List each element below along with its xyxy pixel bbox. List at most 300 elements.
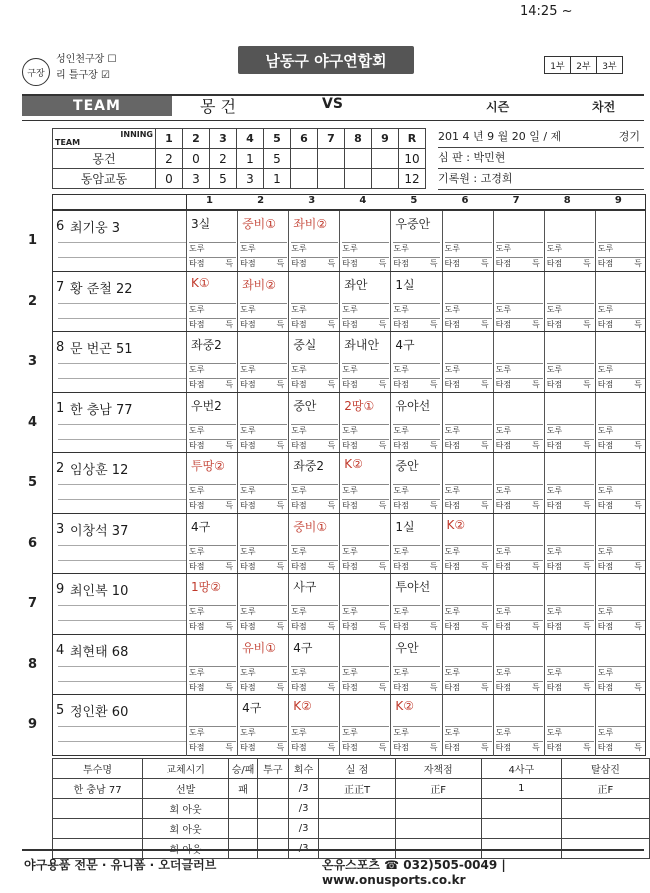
at-bat-cell[interactable] bbox=[493, 211, 544, 272]
at-bat-cell[interactable] bbox=[339, 453, 390, 514]
run-label: 득 bbox=[531, 440, 540, 450]
rbi-run-row bbox=[393, 439, 440, 451]
at-bat-cell[interactable] bbox=[390, 272, 441, 333]
rbi-run-row bbox=[393, 560, 440, 572]
sub-so[interactable] bbox=[561, 799, 649, 819]
rbi-run-row bbox=[189, 378, 236, 390]
rbi-label: 타점 bbox=[291, 380, 307, 389]
run-label: 득 bbox=[225, 319, 234, 329]
pitcher-start[interactable]: 선발 bbox=[143, 779, 229, 799]
at-bat-cell[interactable] bbox=[390, 514, 441, 575]
rbi-run-row bbox=[445, 257, 492, 269]
vs-label: VS bbox=[322, 96, 343, 112]
at-bat-cell[interactable] bbox=[237, 332, 288, 393]
rbi-label: 타점 bbox=[189, 440, 205, 450]
player-name[interactable]: 황 준철 22 bbox=[70, 281, 133, 297]
substitute-line[interactable] bbox=[58, 424, 186, 425]
substitute-line[interactable] bbox=[58, 545, 186, 546]
at-bat-cell[interactable] bbox=[339, 514, 390, 575]
at-bat-cell[interactable] bbox=[237, 393, 288, 454]
run-label: 득 bbox=[583, 743, 591, 752]
run-label: 득 bbox=[583, 561, 591, 571]
strikeouts[interactable]: 正F bbox=[561, 779, 649, 799]
at-bat-result: K② bbox=[446, 517, 466, 532]
substitute-line[interactable] bbox=[58, 741, 186, 742]
game-suffix: 경기 bbox=[618, 130, 640, 143]
run-label: 득 bbox=[583, 622, 591, 631]
rbi-label: 타점 bbox=[597, 319, 614, 329]
at-bat-cell[interactable] bbox=[595, 211, 646, 272]
at-bat-cell[interactable] bbox=[288, 211, 339, 272]
run-label: 득 bbox=[634, 622, 642, 631]
at-bat-cell[interactable] bbox=[442, 574, 493, 635]
at-bat-cell[interactable] bbox=[186, 695, 237, 756]
steal-label: 도루 bbox=[496, 363, 543, 375]
substitute-line[interactable] bbox=[58, 378, 186, 379]
pitching-header: 실 점 bbox=[319, 759, 395, 779]
at-bat-cell[interactable] bbox=[544, 393, 595, 454]
at-bat-cell[interactable] bbox=[544, 574, 595, 635]
rbi-label: 타점 bbox=[597, 622, 614, 631]
steal-label: 도루 bbox=[342, 484, 389, 496]
player-position[interactable]: 2 bbox=[56, 461, 65, 476]
rbi-run-row bbox=[445, 378, 492, 390]
score-cell[interactable] bbox=[372, 149, 399, 169]
at-bat-cell[interactable] bbox=[442, 453, 493, 514]
at-bat-cell[interactable] bbox=[390, 332, 441, 393]
at-bat-cell[interactable] bbox=[595, 453, 646, 514]
at-bat-result: 1실 bbox=[395, 277, 415, 292]
division-boxes bbox=[545, 56, 623, 74]
grid-column-header: 9 bbox=[614, 195, 622, 206]
rbi-run-row bbox=[342, 681, 389, 693]
sub-earned[interactable] bbox=[395, 799, 481, 819]
at-bat-cell[interactable] bbox=[544, 272, 595, 333]
steal-label: 도루 bbox=[598, 303, 645, 315]
lineup-row bbox=[28, 513, 646, 574]
at-bat-cell[interactable] bbox=[544, 332, 595, 393]
rbi-label: 타점 bbox=[342, 380, 358, 389]
at-bat-cell[interactable] bbox=[237, 695, 288, 756]
rbi-label: 타점 bbox=[546, 682, 563, 692]
at-bat-cell[interactable] bbox=[288, 272, 339, 333]
substitute-line[interactable] bbox=[58, 303, 186, 304]
rbi-label: 타점 bbox=[342, 622, 358, 631]
at-bat-cell[interactable] bbox=[442, 635, 493, 696]
earned-runs[interactable]: 正F bbox=[395, 779, 481, 799]
division-1[interactable]: 1부 bbox=[544, 56, 571, 74]
steal-label: 도루 bbox=[240, 545, 287, 557]
rbi-label: 타점 bbox=[342, 743, 358, 752]
run-label: 득 bbox=[480, 743, 489, 752]
sub-runs[interactable] bbox=[319, 799, 395, 819]
batting-order-number: 3 bbox=[28, 354, 38, 369]
at-bat-cell[interactable] bbox=[595, 635, 646, 696]
at-bat-result: 유야선 bbox=[395, 398, 431, 413]
sub-pitcher-name[interactable] bbox=[53, 819, 143, 839]
score-cell[interactable]: 3 bbox=[183, 169, 210, 189]
at-bat-cell[interactable] bbox=[544, 211, 595, 272]
run-label: 득 bbox=[276, 440, 285, 450]
rbi-run-row bbox=[547, 257, 594, 269]
score-cell[interactable] bbox=[345, 149, 372, 169]
rbi-label: 타점 bbox=[240, 380, 256, 389]
player-position[interactable]: 3 bbox=[56, 521, 65, 537]
player-name[interactable]: 최현태 68 bbox=[70, 644, 129, 660]
steal-label: 도루 bbox=[496, 484, 543, 496]
at-bat-cell[interactable] bbox=[493, 272, 544, 333]
sub-timing[interactable]: 회 아웃 bbox=[143, 819, 229, 839]
player-position[interactable]: 8 bbox=[56, 340, 65, 355]
rbi-run-row bbox=[342, 741, 389, 753]
at-bat-cell[interactable] bbox=[442, 695, 493, 756]
runs-allowed[interactable]: 正正T bbox=[319, 779, 395, 799]
steal-label: 도루 bbox=[189, 545, 236, 557]
rbi-label: 타점 bbox=[291, 682, 307, 692]
run-label: 득 bbox=[225, 259, 234, 268]
at-bat-cell[interactable] bbox=[390, 211, 441, 272]
at-bat-cell[interactable] bbox=[442, 272, 493, 333]
run-label: 득 bbox=[583, 319, 591, 329]
recorder-line[interactable]: 기록원 : 고경희 bbox=[438, 170, 644, 190]
sub-innings[interactable]: /3 bbox=[288, 819, 319, 839]
at-bat-cell[interactable] bbox=[186, 514, 237, 575]
substitute-line[interactable] bbox=[58, 363, 186, 364]
sub-earned[interactable] bbox=[395, 819, 481, 839]
steal-label: 도루 bbox=[547, 484, 594, 496]
score-cell[interactable]: 0 bbox=[156, 169, 183, 189]
at-bat-cell[interactable] bbox=[237, 574, 288, 635]
steal-label: 도루 bbox=[189, 424, 236, 436]
sub-runs[interactable] bbox=[319, 819, 395, 839]
score-cell[interactable] bbox=[291, 169, 318, 189]
rbi-run-row bbox=[496, 318, 543, 330]
score-cell[interactable] bbox=[291, 149, 318, 169]
player-name[interactable]: 최기웅 3 bbox=[70, 221, 121, 236]
at-bat-cell[interactable] bbox=[288, 695, 339, 756]
steal-label: 도루 bbox=[189, 303, 236, 315]
score-cell[interactable] bbox=[318, 169, 345, 189]
substitute-line[interactable] bbox=[58, 726, 186, 727]
at-bat-cell[interactable] bbox=[595, 695, 646, 756]
innings-pitched[interactable]: /3 bbox=[288, 779, 319, 799]
pitch-count[interactable] bbox=[257, 779, 288, 799]
steal-label: 도루 bbox=[496, 242, 543, 254]
at-bat-cell[interactable] bbox=[288, 574, 339, 635]
at-bat-cell[interactable] bbox=[237, 514, 288, 575]
sub-pitcher-name[interactable] bbox=[53, 799, 143, 819]
score-cell[interactable] bbox=[318, 149, 345, 169]
org-title: 남동구 야구연합회 bbox=[238, 46, 414, 74]
at-bat-result: 중안 bbox=[395, 459, 419, 473]
steal-label: 도루 bbox=[445, 424, 492, 436]
player-name[interactable]: 이창석 37 bbox=[70, 523, 129, 539]
at-bat-cell[interactable] bbox=[339, 635, 390, 696]
at-bat-cell[interactable] bbox=[493, 453, 544, 514]
score-cell[interactable]: 5 bbox=[264, 149, 291, 169]
team-name[interactable]: 몽 건 bbox=[200, 97, 236, 116]
at-bat-result: 3실 bbox=[191, 217, 211, 231]
sub-bb[interactable] bbox=[481, 819, 561, 839]
at-bat-cell[interactable] bbox=[288, 332, 339, 393]
steal-label: 도루 bbox=[598, 242, 645, 254]
run-label: 득 bbox=[480, 259, 489, 268]
at-bat-cell[interactable] bbox=[186, 574, 237, 635]
at-bat-cell[interactable] bbox=[288, 635, 339, 696]
at-bat-cell[interactable] bbox=[493, 574, 544, 635]
at-bat-cell[interactable] bbox=[390, 453, 441, 514]
score-team-name[interactable]: 동암교동 bbox=[53, 169, 156, 189]
sub-result[interactable] bbox=[229, 799, 258, 819]
run-label: 득 bbox=[225, 743, 234, 752]
pitcher-name[interactable]: 한 충남 77 bbox=[53, 779, 143, 799]
score-team-name[interactable]: 몽건 bbox=[53, 149, 156, 169]
rbi-run-row bbox=[445, 499, 492, 511]
run-label: 득 bbox=[327, 319, 336, 329]
rbi-label: 타점 bbox=[240, 561, 256, 571]
at-bat-cell[interactable] bbox=[186, 635, 237, 696]
substitute-line[interactable] bbox=[58, 666, 186, 667]
steal-label: 도루 bbox=[189, 242, 236, 254]
at-bat-cell[interactable] bbox=[442, 211, 493, 272]
score-total[interactable]: 10 bbox=[399, 149, 426, 169]
player-name[interactable]: 문 번곤 51 bbox=[70, 342, 133, 357]
at-bat-cell[interactable] bbox=[390, 574, 441, 635]
at-bat-cell[interactable] bbox=[339, 332, 390, 393]
at-bat-cell[interactable] bbox=[339, 211, 390, 272]
rbi-run-row bbox=[547, 499, 594, 511]
at-bat-cell[interactable] bbox=[288, 514, 339, 575]
rbi-label: 타점 bbox=[597, 440, 614, 450]
substitute-line[interactable] bbox=[58, 499, 186, 500]
sub-so[interactable] bbox=[561, 819, 649, 839]
steal-label: 도루 bbox=[445, 545, 492, 557]
at-bat-cell[interactable] bbox=[339, 574, 390, 635]
at-bat-cell[interactable] bbox=[493, 332, 544, 393]
at-bat-cell[interactable] bbox=[390, 695, 441, 756]
inning-header: 1 bbox=[156, 129, 183, 149]
at-bat-cell[interactable] bbox=[595, 332, 646, 393]
at-bat-cell[interactable] bbox=[186, 272, 237, 333]
rbi-run-row bbox=[189, 560, 236, 572]
steal-label: 도루 bbox=[393, 666, 440, 678]
run-label: 득 bbox=[583, 259, 591, 268]
at-bat-cell[interactable] bbox=[237, 635, 288, 696]
at-bat-cell[interactable] bbox=[390, 635, 441, 696]
run-label: 득 bbox=[276, 561, 285, 571]
player-position[interactable]: 4 bbox=[56, 642, 65, 658]
rbi-label: 타점 bbox=[189, 622, 205, 631]
steal-label: 도루 bbox=[240, 666, 287, 678]
run-label: 득 bbox=[634, 561, 642, 571]
substitute-line[interactable] bbox=[58, 484, 186, 485]
steal-label: 도루 bbox=[393, 424, 440, 436]
rbi-run-row bbox=[342, 378, 389, 390]
at-bat-result: 좌비② bbox=[293, 217, 328, 231]
at-bat-cell[interactable] bbox=[595, 574, 646, 635]
score-cell[interactable]: 1 bbox=[264, 169, 291, 189]
substitute-line[interactable] bbox=[58, 257, 186, 258]
sub-innings[interactable]: /3 bbox=[288, 799, 319, 819]
steal-label: 도루 bbox=[547, 424, 594, 436]
inning-header: 2 bbox=[183, 129, 210, 149]
venue-league-checkbox[interactable]: 리 틀구장 ☑ bbox=[56, 70, 110, 81]
rbi-run-row bbox=[393, 378, 440, 390]
score-cell[interactable]: 0 bbox=[183, 149, 210, 169]
rbi-run-row bbox=[189, 499, 236, 511]
at-bat-cell[interactable] bbox=[595, 272, 646, 333]
steal-label: 도루 bbox=[393, 545, 440, 557]
rbi-run-row bbox=[342, 318, 389, 330]
rbi-label: 타점 bbox=[189, 743, 205, 752]
rbi-run-row bbox=[291, 257, 338, 269]
at-bat-cell[interactable] bbox=[339, 393, 390, 454]
at-bat-cell[interactable] bbox=[442, 332, 493, 393]
player-name[interactable]: 정인환 60 bbox=[70, 705, 129, 720]
pitching-header: 교체시기 bbox=[143, 759, 229, 779]
at-bat-cell[interactable] bbox=[442, 514, 493, 575]
rbi-run-row bbox=[342, 257, 389, 269]
rbi-label: 타점 bbox=[444, 259, 460, 268]
runs-header: R bbox=[399, 129, 426, 149]
at-bat-cell[interactable] bbox=[237, 211, 288, 272]
batting-order-number: 7 bbox=[28, 596, 38, 611]
run-label: 득 bbox=[429, 501, 438, 510]
run-label: 득 bbox=[378, 259, 387, 268]
rbi-label: 타점 bbox=[393, 743, 409, 752]
at-bat-result: 우중안 bbox=[395, 217, 431, 231]
steal-label: 도루 bbox=[342, 363, 389, 375]
at-bat-cell[interactable] bbox=[493, 514, 544, 575]
at-bat-cell[interactable] bbox=[493, 393, 544, 454]
umpire-line[interactable]: 심 판 : 박민현 bbox=[438, 149, 644, 169]
at-bat-cell[interactable] bbox=[186, 332, 237, 393]
player-name[interactable]: 한 충남 77 bbox=[70, 402, 133, 418]
run-label: 득 bbox=[378, 622, 387, 631]
at-bat-cell[interactable] bbox=[390, 393, 441, 454]
steal-label: 도루 bbox=[240, 726, 287, 738]
at-bat-cell[interactable] bbox=[544, 453, 595, 514]
date-line[interactable] bbox=[438, 128, 644, 148]
score-cell[interactable]: 1 bbox=[237, 149, 264, 169]
steal-label: 도루 bbox=[445, 726, 492, 738]
run-label: 득 bbox=[531, 561, 540, 571]
at-bat-cell[interactable] bbox=[237, 272, 288, 333]
score-header-inning-label: INNING bbox=[120, 130, 153, 139]
inning-header: 6 bbox=[291, 129, 318, 149]
substitute-line[interactable] bbox=[58, 605, 186, 606]
player-name[interactable]: 최인복 10 bbox=[70, 584, 129, 599]
run-label: 득 bbox=[531, 622, 540, 631]
rbi-run-row bbox=[393, 620, 440, 632]
at-bat-cell[interactable] bbox=[544, 635, 595, 696]
at-bat-cell[interactable] bbox=[288, 453, 339, 514]
sub-innings[interactable]: /3 bbox=[288, 839, 319, 859]
steal-label: 도루 bbox=[598, 726, 645, 738]
score-cell[interactable]: 5 bbox=[210, 169, 237, 189]
rbi-label: 타점 bbox=[597, 259, 614, 268]
steal-label: 도루 bbox=[189, 726, 236, 738]
sub-timing[interactable]: 회 아웃 bbox=[143, 799, 229, 819]
walks[interactable]: 1 bbox=[481, 779, 561, 799]
rbi-label: 타점 bbox=[291, 561, 307, 571]
score-cell[interactable]: 3 bbox=[237, 169, 264, 189]
steal-label: 도루 bbox=[291, 726, 338, 738]
substitute-line[interactable] bbox=[58, 242, 186, 243]
player-position[interactable]: 1 bbox=[56, 400, 65, 416]
at-bat-cell[interactable] bbox=[544, 695, 595, 756]
rbi-label: 타점 bbox=[393, 319, 409, 329]
at-bat-cell[interactable] bbox=[595, 514, 646, 575]
division-2[interactable]: 2부 bbox=[570, 56, 597, 74]
at-bat-result: 4구 bbox=[191, 519, 211, 534]
substitute-line[interactable] bbox=[58, 439, 186, 440]
score-total[interactable]: 12 bbox=[399, 169, 426, 189]
at-bat-result: 좌중2 bbox=[191, 338, 222, 352]
run-label: 득 bbox=[327, 561, 336, 571]
rbi-run-row bbox=[240, 499, 287, 511]
sub-bb[interactable] bbox=[481, 799, 561, 819]
score-cell[interactable] bbox=[372, 169, 399, 189]
player-position[interactable]: 9 bbox=[56, 582, 65, 597]
grid-column-header: 3 bbox=[308, 195, 316, 206]
player-position[interactable]: 7 bbox=[56, 279, 65, 295]
run-label: 득 bbox=[276, 259, 285, 268]
score-cell[interactable]: 2 bbox=[210, 149, 237, 169]
steal-label: 도루 bbox=[547, 242, 594, 254]
sub-count[interactable] bbox=[257, 819, 288, 839]
at-bat-cell[interactable] bbox=[339, 695, 390, 756]
at-bat-cell[interactable] bbox=[595, 393, 646, 454]
at-bat-cell[interactable] bbox=[442, 393, 493, 454]
player-position[interactable]: 5 bbox=[56, 703, 65, 718]
at-bat-cell[interactable] bbox=[186, 453, 237, 514]
at-bat-cell[interactable] bbox=[544, 514, 595, 575]
substitute-line[interactable] bbox=[58, 620, 186, 621]
rbi-run-row bbox=[240, 257, 287, 269]
at-bat-cell[interactable] bbox=[339, 272, 390, 333]
at-bat-cell[interactable] bbox=[237, 453, 288, 514]
player-name[interactable]: 임상훈 12 bbox=[70, 463, 129, 478]
run-label: 득 bbox=[378, 743, 387, 752]
score-cell[interactable]: 2 bbox=[156, 149, 183, 169]
substitute-line[interactable] bbox=[58, 681, 186, 682]
player-position[interactable]: 6 bbox=[56, 219, 65, 234]
at-bat-cell[interactable] bbox=[493, 635, 544, 696]
at-bat-cell[interactable] bbox=[288, 393, 339, 454]
sub-count[interactable] bbox=[257, 799, 288, 819]
pitcher-result[interactable]: 패 bbox=[229, 779, 258, 799]
steal-label: 도루 bbox=[342, 726, 389, 738]
substitute-line[interactable] bbox=[58, 560, 186, 561]
rbi-run-row bbox=[496, 439, 543, 451]
sub-timing[interactable]: 회 아웃 bbox=[143, 839, 229, 859]
rbi-label: 타점 bbox=[495, 319, 512, 329]
substitute-line[interactable] bbox=[58, 318, 186, 319]
venue-adult-checkbox[interactable]: 성인천구장 ☐ bbox=[56, 54, 117, 65]
at-bat-cell[interactable] bbox=[493, 695, 544, 756]
rbi-run-row bbox=[496, 681, 543, 693]
division-3[interactable]: 3부 bbox=[596, 56, 623, 74]
run-label: 득 bbox=[378, 440, 387, 450]
run-label: 득 bbox=[225, 682, 234, 692]
at-bat-cell[interactable] bbox=[186, 393, 237, 454]
sub-result[interactable] bbox=[229, 819, 258, 839]
rbi-label: 타점 bbox=[495, 440, 512, 450]
run-label: 득 bbox=[276, 380, 285, 389]
score-cell[interactable] bbox=[345, 169, 372, 189]
at-bat-cell[interactable] bbox=[186, 211, 237, 272]
